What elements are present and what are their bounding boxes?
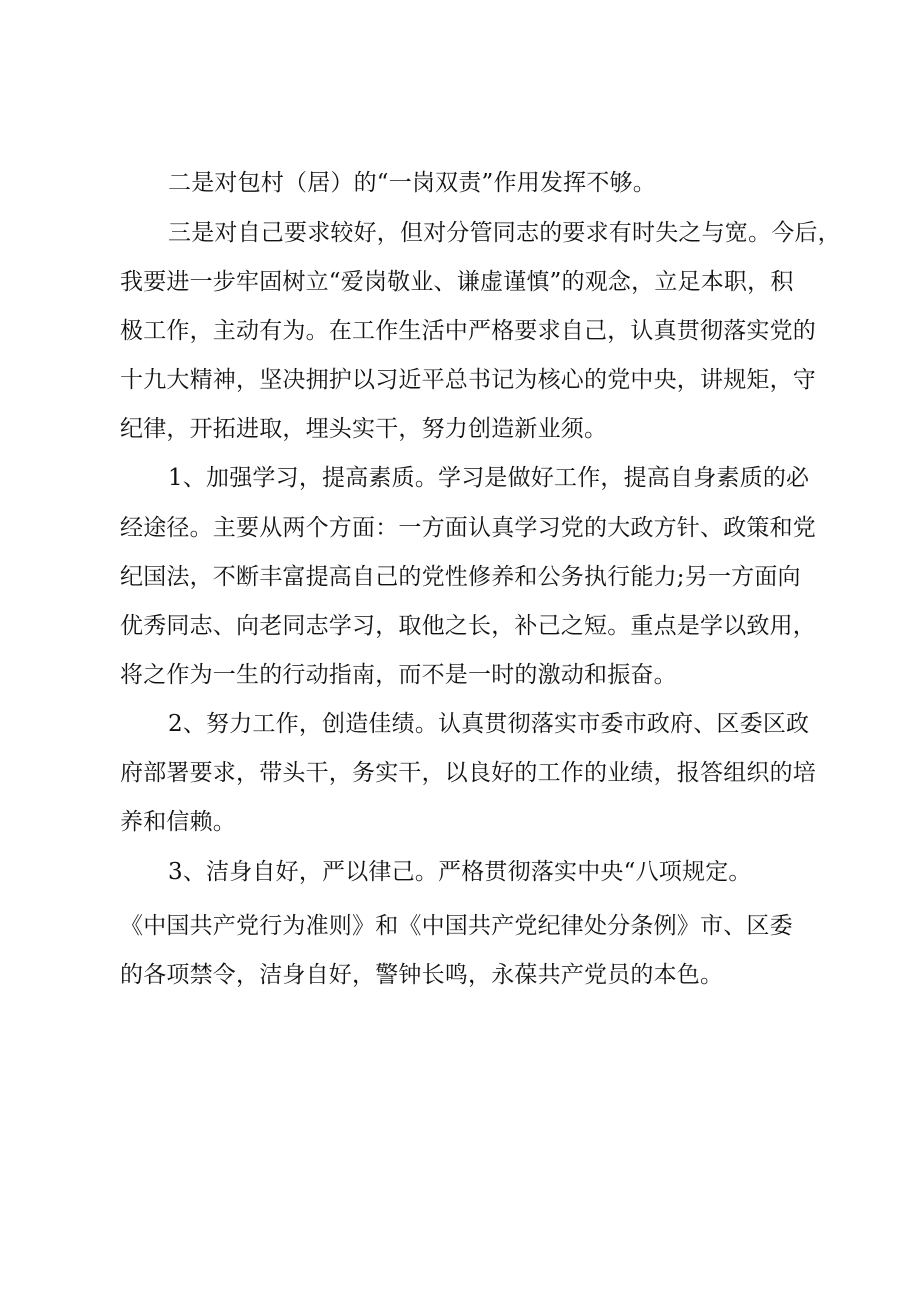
text-line: 1、加强学习，提高素质。学习是做好工作，提高自身素质的必 bbox=[168, 465, 810, 491]
text-line: 3、洁身自好，严以律己。严格贯彻落实中央“八项规定。 bbox=[168, 859, 752, 885]
text-line: 的各项禁令，洁身自好，警钟长鸣，永葆共产党员的本色。 bbox=[120, 962, 724, 988]
text-line: 三是对自己要求较好，但对分管同志的要求有时失之与宽。今后， bbox=[168, 220, 841, 246]
text-line: 养和信赖。 bbox=[120, 809, 236, 835]
text-line: 我要进一步牢固树立“爱岗敬业、谦虚谨慎”的观念，立足本职，积 bbox=[120, 269, 794, 295]
text-line: 经途径。主要从两个方面：一方面认真学习党的大政方针、政策和党 bbox=[120, 515, 816, 541]
text-line: 2、努力工作，创造佳绩。认真贯彻落实市委市政府、区委区政 bbox=[168, 711, 810, 737]
text-line: 极工作，主动有为。在工作生活中严格要求自己，认真贯彻落实党的 bbox=[120, 318, 816, 344]
text-line: 《中国共产党行为准则》和《中国共产党纪律处分条例》市、区委 bbox=[120, 913, 793, 939]
text-line: 十九大精神，坚决拥护以习近平总书记为核心的党中央，讲规矩，守 bbox=[120, 367, 816, 393]
text-line: 纪律，开拓进取，埋头实干，努力创造新业须。 bbox=[120, 416, 608, 442]
text-line: 二是对包村（居）的“一岗双责”作用发挥不够。 bbox=[168, 170, 656, 196]
text-line: 将之作为一生的行动指南，而不是一时的激动和振奋。 bbox=[120, 662, 677, 688]
text-line: 府部署要求，带头干，务实干，以良好的工作的业绩，报答组织的培 bbox=[120, 760, 816, 786]
text-line: 优秀同志、向老同志学习，取他之长，补己之短。重点是学以致用， bbox=[120, 613, 816, 639]
text-line: 纪国法，不断丰富提高自己的党性修养和公务执行能力;另一方面向 bbox=[120, 564, 801, 590]
